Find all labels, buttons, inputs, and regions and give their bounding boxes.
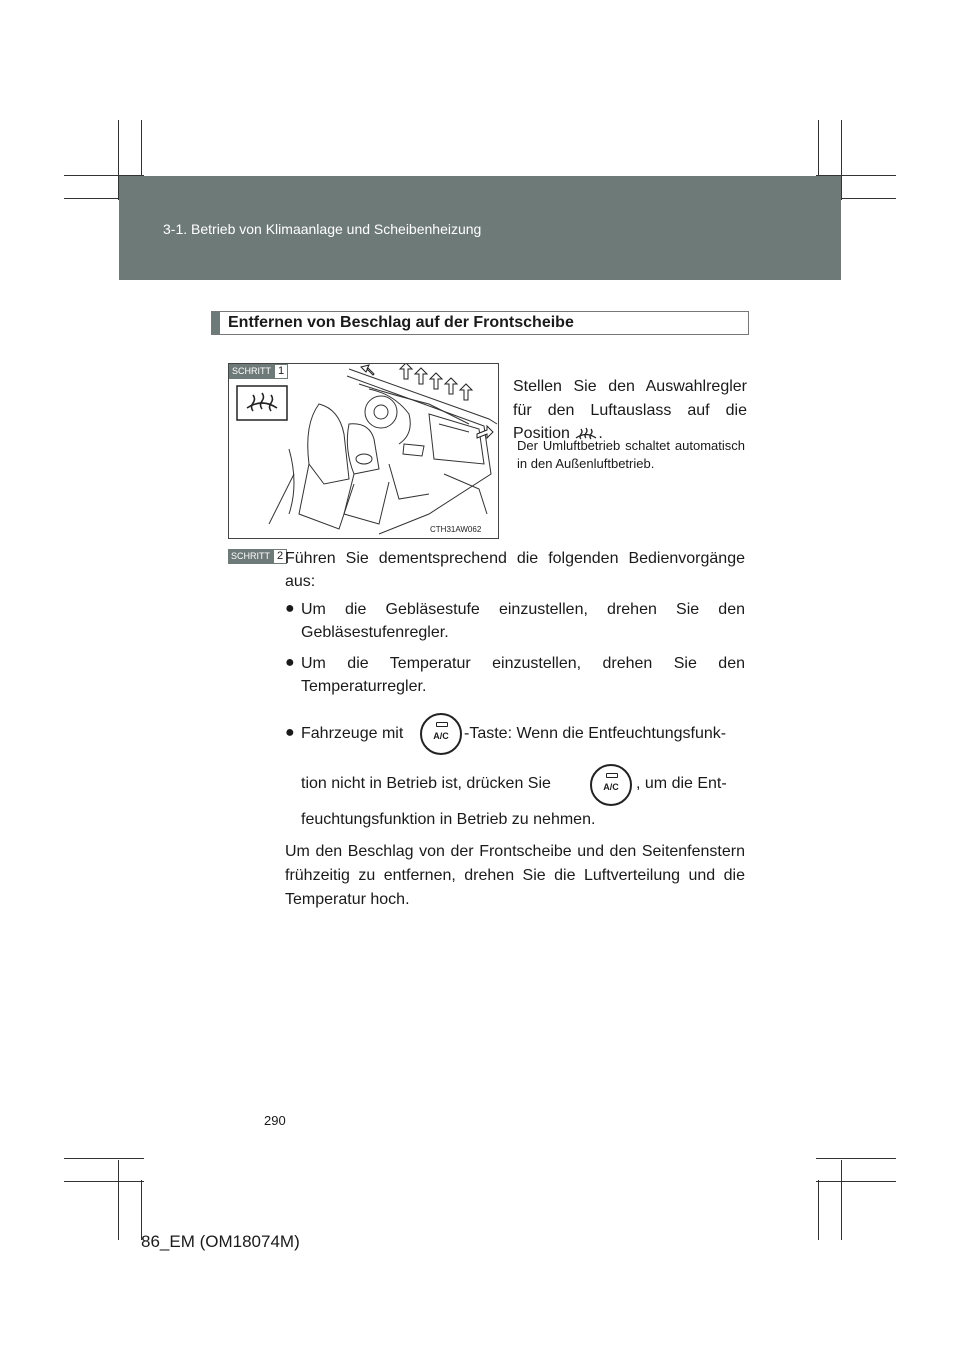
crop-mark xyxy=(64,1158,144,1159)
bullet-3-part3: tion nicht in Betrieb ist, drücken Sie xyxy=(301,775,551,792)
step-badge-2 xyxy=(228,549,287,564)
step-badge-label: SCHRITT xyxy=(228,549,273,564)
ac-button-label: A/C xyxy=(433,731,449,741)
bullet-2-text: Um die Temperatur einzustellen, drehen Sie den Temperaturregler. xyxy=(301,655,745,695)
bullet-3-part4: , um die Ent- xyxy=(636,775,727,792)
bullet-2-symbol: ● xyxy=(285,654,295,671)
step-badge-number: 2 xyxy=(273,549,287,564)
bullet-3-part2: -Taste: Wenn die Entfeuchtungsfunk- xyxy=(464,725,727,742)
step-badge-number: 1 xyxy=(274,364,288,379)
figure-code: CTH31AW062 xyxy=(430,525,482,534)
crop-mark xyxy=(64,1181,144,1182)
step2-intro: Führen Sie dementsprechend die folgenden Bedienvorgänge aus: xyxy=(285,550,745,590)
crop-mark xyxy=(841,120,842,200)
header-section-title: 3-1. Betrieb von Klimaanlage und Scheibenheizung xyxy=(163,221,482,237)
bullet-1-text: Um die Gebläsestufe einzustellen, drehen Sie den Gebläsestufenregler. xyxy=(301,601,745,641)
page-number: 290 xyxy=(264,1113,286,1128)
ac-button-label: A/C xyxy=(603,782,619,792)
crop-mark xyxy=(816,1181,896,1182)
car-interior-illustration xyxy=(229,364,498,538)
crop-mark xyxy=(118,1160,119,1240)
step1-period: . xyxy=(598,425,603,442)
section-title-box xyxy=(211,311,749,335)
figure-car-interior xyxy=(228,363,499,539)
section-title: Entfernen von Beschlag auf der Frontscheibe xyxy=(228,314,574,331)
section-title-marker xyxy=(212,312,220,334)
bullet-1-symbol: ● xyxy=(285,600,295,617)
ac-button-icon xyxy=(590,764,632,806)
step1-text xyxy=(513,375,747,446)
crop-mark xyxy=(818,1180,819,1240)
document-code: 86_EM (OM18074M) xyxy=(141,1232,300,1251)
bullet-3-part5: feuchtungsfunktion in Betrieb zu nehmen. xyxy=(301,811,596,828)
bullet-3-part1: Fahrzeuge mit xyxy=(301,725,404,742)
ac-button-indicator xyxy=(606,773,618,778)
step1-instruction: Stellen Sie den Auswahlregler für den Luftauslass auf die Position xyxy=(513,378,747,442)
crop-mark xyxy=(841,1160,842,1240)
step-badge-label: SCHRITT xyxy=(229,364,274,379)
header-band xyxy=(119,176,841,280)
ac-button-indicator xyxy=(436,722,448,727)
step1-note: Der Umluftbetrieb schaltet automatisch in den Außenluftbetrieb. xyxy=(517,438,745,471)
ac-button-icon xyxy=(420,713,462,755)
crop-mark xyxy=(816,1158,896,1159)
crop-mark xyxy=(141,1180,142,1240)
bullet-3-symbol: ● xyxy=(285,724,295,741)
closing-paragraph: Um den Beschlag von der Frontscheibe und den Seitenfenstern frühzeitig zu entfernen, drehen Sie die Luftverteilung und die Temperatur hoch. xyxy=(285,843,745,908)
